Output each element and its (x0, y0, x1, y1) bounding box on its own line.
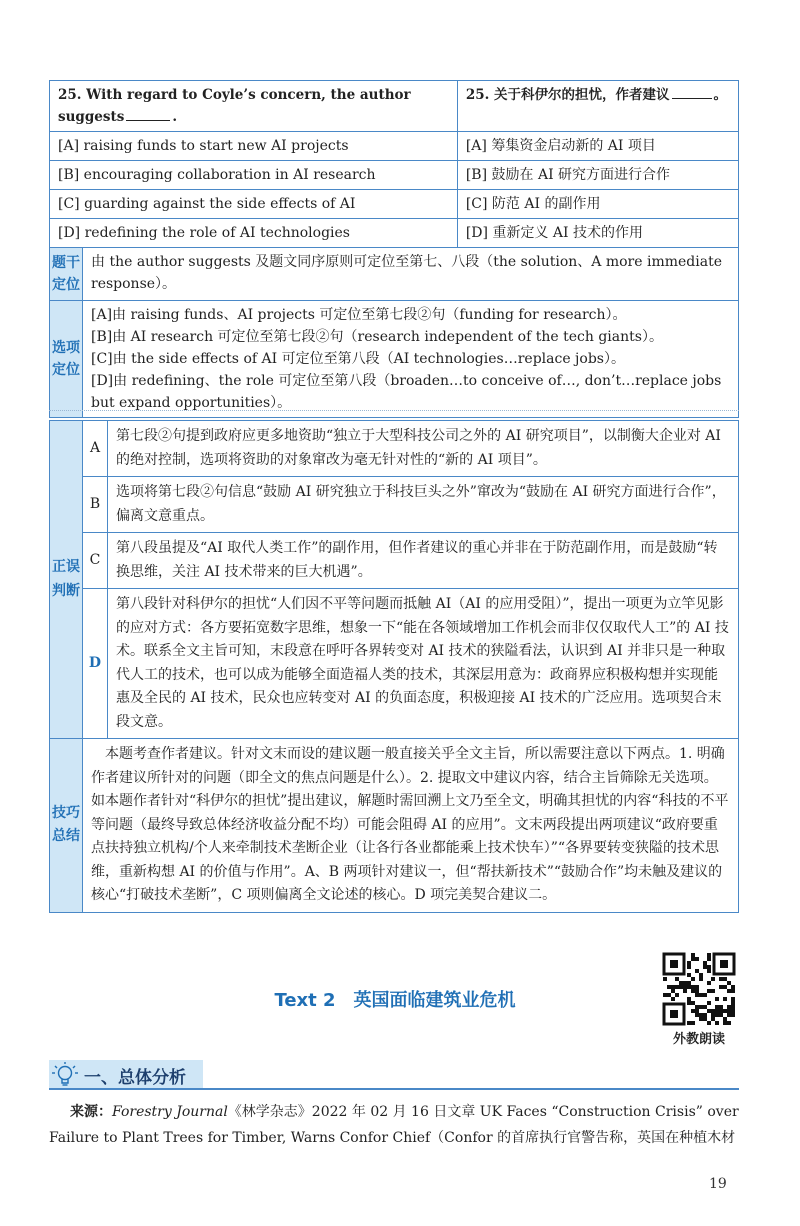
lightbulb-icon (50, 1060, 80, 1090)
page-number: 19 (709, 1176, 727, 1192)
source-paragraph (49, 1099, 739, 1151)
stem-en-end: . (172, 109, 178, 125)
option-locate-b: [B]由 AI research 可定位至第七段②句（research independent of the tech giants）。 (91, 329, 663, 345)
option-c-en: [C] guarding against the side effects of AI (50, 190, 458, 219)
source-text: 《林学杂志》2022 年 02 月 16 日文章 UK Faces “Construction Crisis” over Failure to Plant Trees for Timber, Warns Confor Chief（Confor 的首席执行官警告称，英国在种植木材 (49, 1104, 739, 1146)
stem-cn (457, 81, 738, 132)
judge-text-d: 第八段针对科伊尔的担忧“人们因不平等问题而抵触 AI（AI 的应用受阻）”，提出一项更为立竿见影的应对方式：各方要拓宽数字思维，想象一下“能在各领域增加工作机会而非仅仅取代人工”的 AI 技术。联系全文主旨可知，末段意在呼吁各界转变对 AI 技术的狭隘看法，认识到 AI 并非只是一种取代人工的技术，也可以成为能够全面造福人类的技术，其深层用意为：政商界应积极构想并实现能惠及全民的 AI 技术，民众也应转变对 AI 的负面态度，积极迎接 AI 技术的广泛应用。选项契合末段文意。 (108, 589, 739, 739)
answer-blank-cn (672, 84, 712, 99)
option-row-d (50, 219, 739, 248)
judge-row-c (50, 533, 739, 589)
qr-caption: 外教朗读 (672, 1032, 725, 1047)
option-a-en: [A] raising funds to start new AI projects (50, 132, 458, 161)
option-a-cn: [A] 筹集资金启动新的 AI 项目 (457, 132, 738, 161)
option-row-b (50, 161, 739, 190)
analysis-table (49, 420, 739, 913)
text2-title: Text 2 英国面临建筑业危机 (274, 990, 516, 1011)
judge-text-b: 选项将第七段②句信息“鼓励 AI 研究独立于科技巨头之外”窜改为“鼓励在 AI 研究方面进行合作”，偏离文意重点。 (108, 477, 739, 533)
judge-letter-d: D (83, 589, 108, 739)
option-locate-row (50, 301, 739, 418)
judge-label: 正误判断 (50, 421, 83, 739)
option-b-cn: [B] 鼓励在 AI 研究方面进行合作 (457, 161, 738, 190)
stem-cn-text: 25. 关于科伊尔的担忧，作者建议 (465, 87, 670, 103)
option-locate-label: 选项定位 (50, 301, 83, 418)
question-25-table (49, 80, 739, 418)
answer-blank (126, 106, 170, 121)
section-heading: 一、总体分析 (84, 1068, 186, 1088)
judge-letter-c: C (83, 533, 108, 589)
dotted-divider (49, 410, 739, 411)
option-row-c (50, 190, 739, 219)
question-stem-row (50, 81, 739, 132)
qr-code-icon[interactable] (662, 952, 736, 1026)
section-underline (49, 1088, 739, 1090)
stem-locate-label: 题干定位 (50, 248, 83, 301)
stem-locate-text: 由 the author suggests 及题文同序原则可定位至第七、八段（the solution、A more immediate response）。 (83, 248, 739, 301)
option-c-cn: [C] 防范 AI 的副作用 (457, 190, 738, 219)
option-locate-text (83, 301, 739, 418)
judge-letter-a: A (83, 421, 108, 477)
judge-row-d (50, 589, 739, 739)
option-d-en: [D] redefining the role of AI technologies (50, 219, 458, 248)
judge-letter-b: B (83, 477, 108, 533)
judge-text-c: 第八段虽提及“AI 取代人类工作”的副作用，但作者建议的重心并非在于防范副作用，而是鼓励“转换思维，关注 AI 技术带来的巨大机遇”。 (108, 533, 739, 589)
source-journal: Forestry Journal (112, 1104, 228, 1120)
option-d-cn: [D] 重新定义 AI 技术的作用 (457, 219, 738, 248)
option-row-a (50, 132, 739, 161)
option-locate-a: [A]由 raising funds、AI projects 可定位至第七段②句（funding for research）。 (91, 307, 627, 323)
summary-row (50, 739, 739, 913)
option-locate-d: [D]由 redefining、the role 可定位至第八段（broaden…to conceive of…, don’t…replace jobs but expand opportunities）。 (91, 373, 722, 411)
judge-text-a: 第七段②句提到政府应更多地资助“独立于大型科技公司之外的 AI 研究项目”，以制衡大企业对 AI 的绝对控制，选项将资助的对象窜改为毫无针对性的“新的 AI 项目”。 (108, 421, 739, 477)
judge-row-b (50, 477, 739, 533)
stem-locate-row (50, 248, 739, 301)
stem-en (50, 81, 458, 132)
option-locate-c: [C]由 the side effects of AI 可定位至第八段（AI technologies…replace jobs）。 (91, 351, 625, 367)
summary-text: 本题考查作者建议。针对文末而设的建议题一般直接关乎全文主旨，所以需要注意以下两点。1. 明确作者建议所针对的问题（即全文的焦点问题是什么）。2. 提取文中建议内容，结合主旨筛除无关选项。如本题作者针对“科伊尔的担忧”提出建议，解题时需回溯上文乃至全文，明确其担忧的内容“科技的不平等问题（最终导致总体经济收益分配不均）可能会阻碍 AI 的应用”。文末两段提出两项建议“政府要重点扶持独立机构/个人来牵制技术垄断企业（让各行各业都能乘上技术快车）”“各界要转变狭隘的技术思维，重新构想 AI 的价值与作用”。A、B 两项针对建议一，但“帮扶新技术”“鼓励合作”均未触及建议的核心“打破技术垄断”，C 项则偏离全文论述的核心。D 项完美契合建议二。 (83, 739, 739, 913)
source-label: 来源： (70, 1104, 112, 1120)
summary-label: 技巧总结 (50, 739, 83, 913)
option-b-en: [B] encouraging collaboration in AI research (50, 161, 458, 190)
stem-en-text: 25. With regard to Coyle’s concern, the author suggests (58, 87, 411, 125)
stem-cn-end: 。 (713, 87, 728, 103)
judge-row-a (50, 421, 739, 477)
